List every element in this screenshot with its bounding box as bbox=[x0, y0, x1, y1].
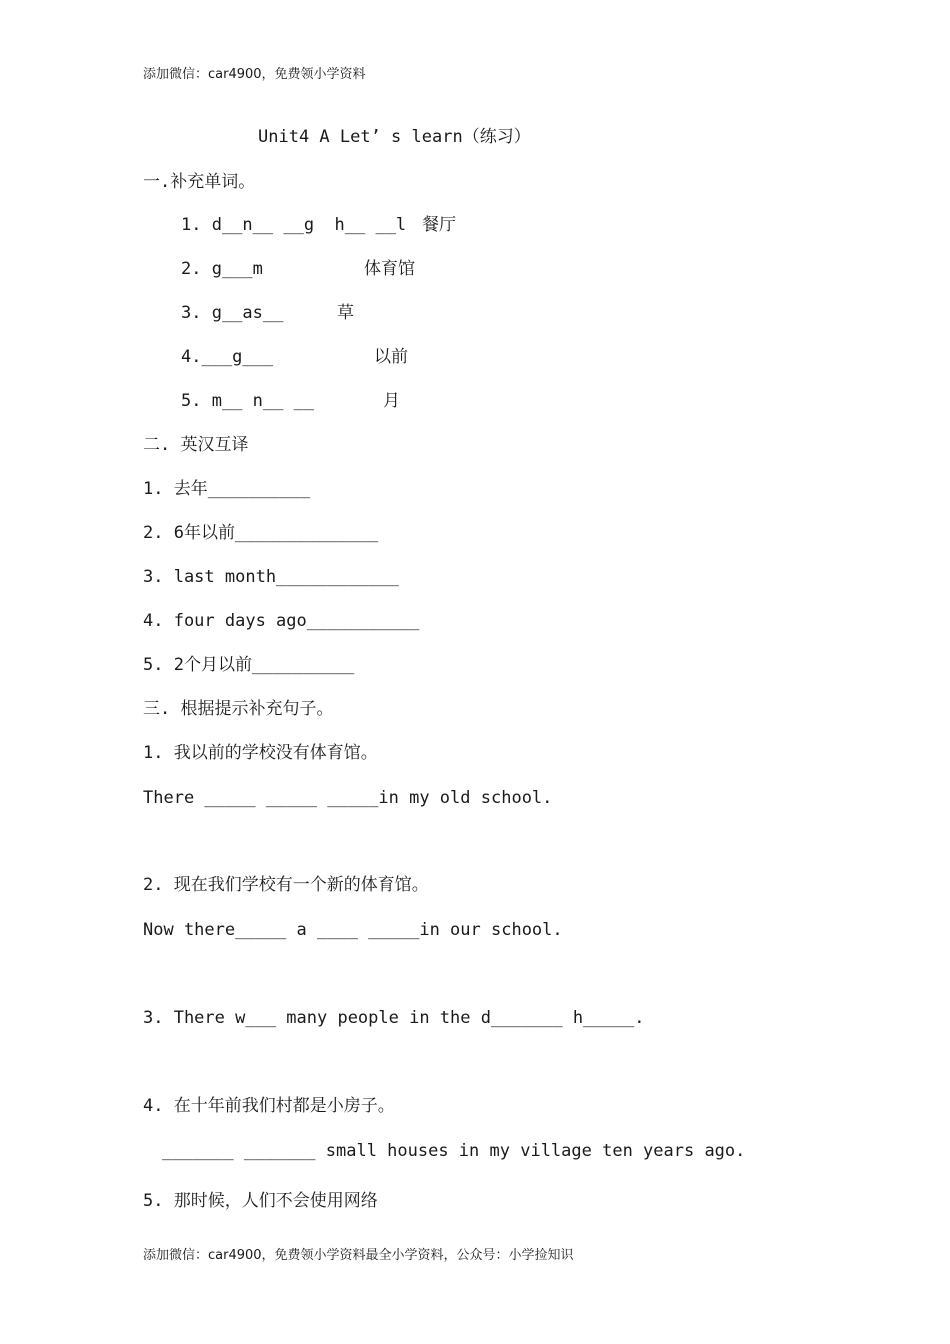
sentence-hint-cn: 1. 我以前的学校没有体育馆。 bbox=[143, 743, 378, 763]
sentence-hint-cn: 4. 在十年前我们村都是小房子。 bbox=[143, 1096, 395, 1116]
sentence-fill-en: Now there_____ a ____ _____in our school. bbox=[143, 920, 563, 940]
word-meaning: 以前 bbox=[374, 347, 408, 367]
section3-heading: 三. 根据提示补充句子。 bbox=[143, 699, 334, 719]
sentence-fill-en: 3. There w___ many people in the d_______ h_____. bbox=[143, 1008, 645, 1028]
footer-note: 添加微信：car4900，免费领小学资料最全小学资料，公众号：小学捡知识 bbox=[143, 1248, 574, 1263]
translation-item: 2. 6年以前______________ bbox=[143, 523, 379, 543]
word-meaning: 餐厅 bbox=[422, 215, 456, 235]
translation-item: 1. 去年__________ bbox=[143, 479, 311, 499]
translation-item: 4. four days ago___________ bbox=[143, 611, 420, 631]
section1-heading: 一.补充单词。 bbox=[143, 172, 256, 192]
word-meaning: 草 bbox=[337, 303, 354, 323]
word-prompt: 4.___g___ bbox=[181, 347, 274, 367]
sentence-fill-en: There _____ _____ _____in my old school. bbox=[143, 788, 553, 808]
sentence-hint-cn: 2. 现在我们学校有一个新的体育馆。 bbox=[143, 875, 429, 895]
word-prompt: 2. g___m bbox=[181, 259, 263, 279]
word-meaning: 月 bbox=[383, 391, 400, 411]
sentence-hint-cn: 5. 那时候，人们不会使用网络 bbox=[143, 1191, 378, 1211]
word-prompt: 1. d__n__ __g h__ __l bbox=[181, 215, 407, 235]
word-prompt: 5. m__ n__ __ bbox=[181, 391, 315, 411]
sentence-fill-en: _______ _______ small houses in my village ten years ago. bbox=[162, 1141, 746, 1161]
section2-heading: 二. 英汉互译 bbox=[143, 435, 249, 455]
header-note: 添加微信：car4900，免费领小学资料 bbox=[143, 67, 366, 82]
page-title: Unit4 A Let’ s learn（练习） bbox=[258, 127, 531, 147]
translation-item: 3. last month____________ bbox=[143, 567, 399, 587]
word-prompt: 3. g__as__ bbox=[181, 303, 284, 323]
word-meaning: 体育馆 bbox=[364, 259, 415, 279]
translation-item: 5. 2个月以前__________ bbox=[143, 655, 355, 675]
